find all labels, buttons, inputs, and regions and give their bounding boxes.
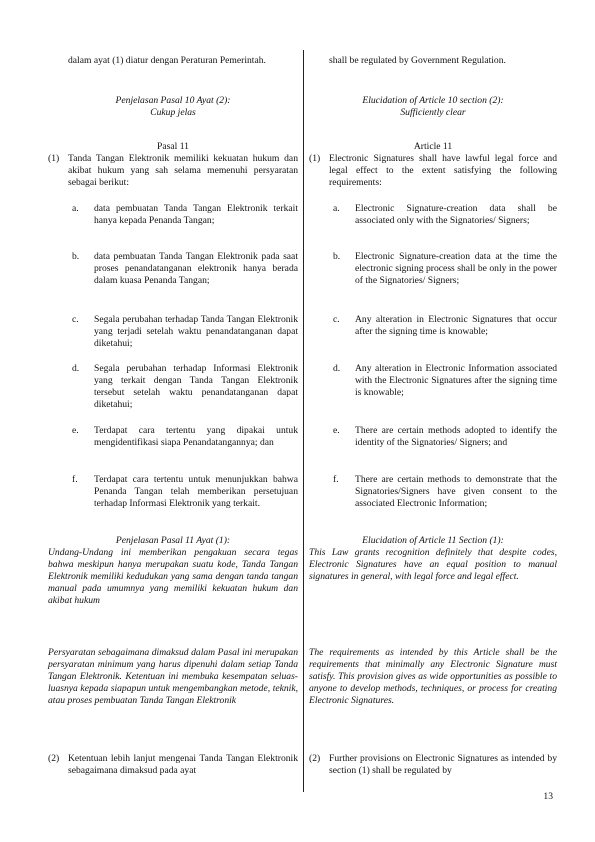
- item-marker: b.: [333, 251, 341, 262]
- list-item: [309, 251, 557, 287]
- item-text: Terdapat cara tertentu untuk menunjukkan bahwa Penanda Tangan telah memberikan persetujuan terhadap Informasi Elektronik yang terkait.: [94, 474, 298, 509]
- column-divider: [303, 50, 304, 792]
- list-item: [309, 363, 557, 399]
- paragraph-text: Tanda Tangan Elektronik memiliki kekuatan hukum dan akibat hukum yang sah selama memenuhi persyaratan sebagai berikut:: [68, 153, 298, 188]
- list-item: [48, 251, 298, 287]
- elucidation-text: This Law grants recognition definitely that despite codes, Electronic Signatures have an equal position to manual signatures in general, with legal force and legal effect.: [309, 547, 557, 582]
- item-marker: f.: [72, 474, 78, 485]
- list-item: [48, 203, 298, 227]
- section-body: Cukup jelas: [150, 107, 196, 118]
- item-text: data pembuatan Tanda Tangan Elektronik terkait hanya kepada Penanda Tangan;: [94, 203, 298, 226]
- paragraph-2: [309, 753, 557, 777]
- list-item: [48, 425, 298, 449]
- list-item: [309, 425, 557, 449]
- paragraph-number: (1): [48, 153, 60, 164]
- item-text: Segala perubahan terhadap Informasi Elektronik yang terkait dengan Tanda Tangan Elektronik tersebut setelah waktu penandatanganan dapat diketahui;: [94, 363, 298, 410]
- item-marker: e.: [333, 425, 340, 436]
- paragraph-2: [48, 753, 298, 777]
- page-number: 13: [543, 791, 553, 802]
- list-item: [309, 203, 557, 227]
- item-text: There are certain methods adopted to identify the identity of the Signatories/ Signers; and: [355, 425, 557, 448]
- list-item: [309, 314, 557, 338]
- paragraph-1: [48, 153, 298, 189]
- item-marker: f.: [333, 474, 339, 485]
- item-text: Terdapat cara tertentu yang dipakai untuk mengidentifikasi siapa Penandatangannya; dan: [94, 425, 298, 448]
- paragraph-number: (2): [309, 753, 321, 764]
- paragraph-text: Further provisions on Electronic Signatures as intended by section (1) shall be regulated by: [329, 753, 557, 776]
- list-item: [48, 314, 298, 350]
- section-heading: Penjelasan Pasal 11 Ayat (1):: [115, 535, 231, 546]
- item-marker: e.: [72, 425, 79, 436]
- section-heading: Elucidation of Article 10 section (2):: [362, 95, 504, 106]
- elucidation-text: Undang-Undang ini memberikan pengakuan secara tegas bahwa meskipun hanya merupakan suatu kode, Tanda Tangan Elektronik memiliki kedudukan yang sama dengan tanda tangan manual pada umumnya yang memiliki kekuatan hukum dan akibat hukum: [48, 547, 298, 606]
- item-text: data pembuatan Tanda Tangan Elektronik pada saat proses penandatanganan elektronik hanya berada dalam kuasa Penanda Tangan;: [94, 251, 298, 286]
- elucidation-text: Persyaratan sebagaimana dimaksud dalam Pasal ini merupakan persyaratan minimum yang harus dipenuhi dalam setiap Tanda Tangan Elektronik. Ketentuan ini membuka kesempatan seluas-luasnya kepada siapapun untuk mengembangkan metode, teknik, atau proses pembuatan Tanda Tangan Elektronik: [48, 647, 298, 706]
- item-marker: d.: [72, 363, 80, 374]
- article-heading: Pasal 11: [157, 141, 189, 152]
- section-heading: Elucidation of Article 11 Section (1):: [362, 535, 504, 546]
- continuation-text: dalam ayat (1) diatur dengan Peraturan Pemerintah.: [68, 55, 266, 66]
- continuation-text: shall be regulated by Government Regulation.: [329, 55, 506, 66]
- item-text: Any alteration in Electronic Signatures that occur after the signing time is knowable;: [355, 314, 557, 337]
- item-marker: c.: [72, 314, 79, 325]
- item-marker: a.: [333, 203, 340, 214]
- item-text: Any alteration in Electronic Information associated with the Electronic Signatures after the signing time is knowable;: [355, 363, 557, 398]
- item-marker: c.: [333, 314, 340, 325]
- list-item: [48, 474, 298, 510]
- item-text: Electronic Signature-creation data shall be associated only with the Signatories/ Signers;: [355, 203, 557, 226]
- paragraph-text: Electronic Signatures shall have lawful legal force and legal effect to the extent satisfying the following requirements:: [329, 153, 557, 188]
- elucidation-text: The requirements as intended by this Article shall be the requirements that minimally any Electronic Signature must satisfy. This provision gives as wide opportunities as possible to anyone to develop methods, techniques, or process for creating Electronic Signatures.: [309, 647, 557, 706]
- item-marker: a.: [72, 203, 79, 214]
- section-heading: Penjelasan Pasal 10 Ayat (2):: [115, 95, 231, 106]
- item-marker: d.: [333, 363, 341, 374]
- item-text: Segala perubahan terhadap Tanda Tangan Elektronik yang terjadi setelah waktu penandatanganan dapat diketahui;: [94, 314, 298, 349]
- paragraph-number: (2): [48, 753, 60, 764]
- section-body: Sufficiently clear: [400, 107, 466, 118]
- item-text: Electronic Signature-creation data at the time the electronic signing process shall be only in the power of the Signatories/ Signers;: [355, 251, 557, 286]
- list-item: [309, 474, 557, 510]
- item-marker: b.: [72, 251, 80, 262]
- paragraph-number: (1): [309, 153, 321, 164]
- paragraph-1: [309, 153, 557, 189]
- list-item: [48, 363, 298, 411]
- article-heading: Article 11: [413, 141, 453, 152]
- paragraph-text: Ketentuan lebih lanjut mengenai Tanda Tangan Elektronik sebagaimana dimaksud pada ayat: [68, 753, 298, 776]
- item-text: There are certain methods to demonstrate that the Signatories/Signers have given consent to the associated Electronic Information;: [355, 474, 557, 509]
